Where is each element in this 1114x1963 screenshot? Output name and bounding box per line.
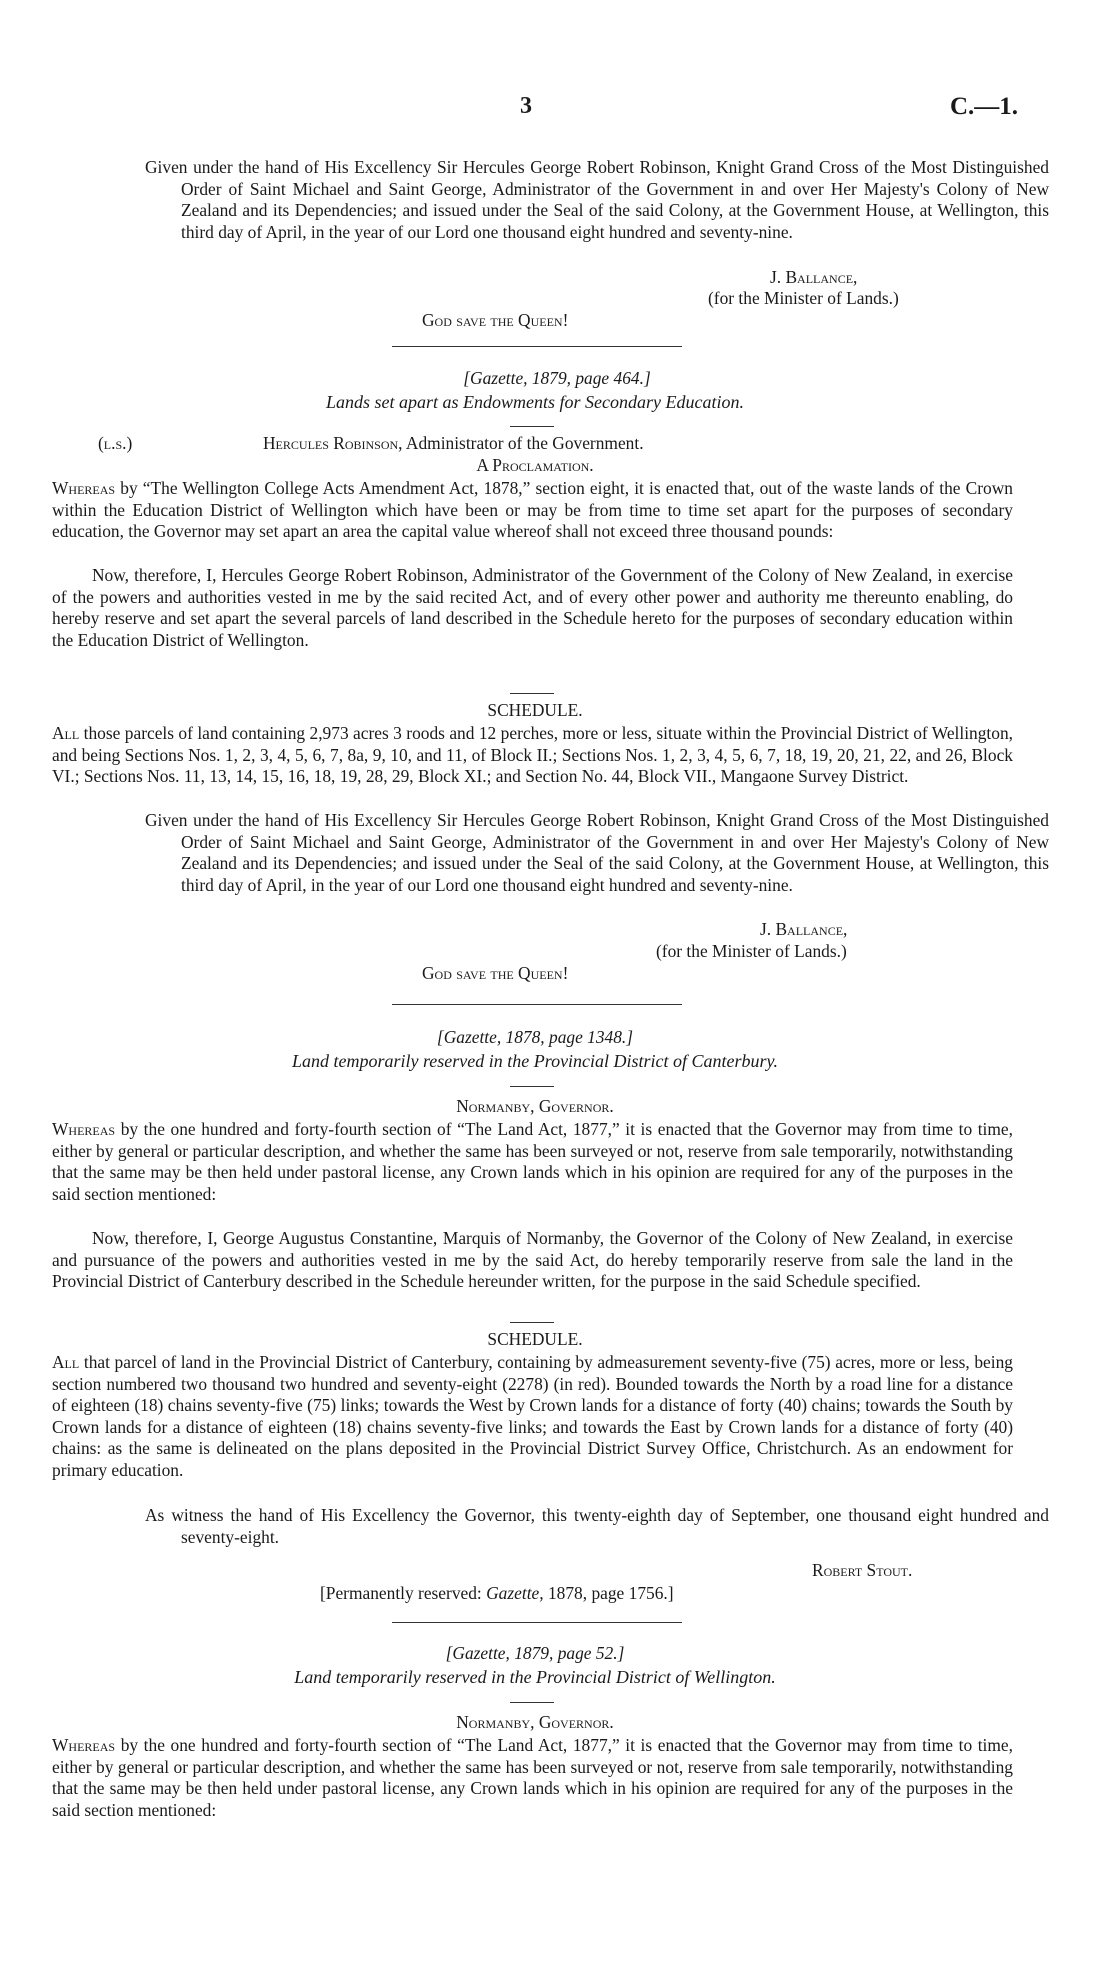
title-4: Land temporarily reserved in the Provincial District of Wellington. — [294, 1667, 776, 1687]
divider-3 — [392, 1622, 682, 1623]
schedule-body-2: those parcels of land containing 2,973 acres 3 roods and 12 perches, more or less, situate within the Provincial District of Wellington, and being Sections Nos. 1, 2, 3, 4, 5, 6, 7, 8a, 9, 10, and 11, of Block II.; Sections Nos. 1, 2, 3, 4, 5, 6, 7, 18, 19, 20, 21, 22, and 26, Block VI.; Sections Nos. 11, 13, 14, 15, 16, 18, 19, 28, 29, Block XI.; and Section No. 44, Block VII., Mangaone Survey District. — [52, 723, 1013, 787]
permanent-reserve-note — [320, 1583, 674, 1605]
signer-role-1: (for the Minister of Lands.) — [708, 288, 899, 308]
schedule-heading-2: SCHEDULE. — [487, 700, 583, 720]
now-therefore-3: Now, therefore, I, George Augustus Constantine, Marquis of Normanby, the Governor of the Colony of New Zealand, in exercise and pursuance of the powers and authorities vested in me by the said Act, do hereby temporarily reserve from sale the land in the Provincial District of Canterbury described in the Schedule hereunder written, for the purpose in the said Schedule specified. — [52, 1228, 1013, 1292]
whereas-body-4: by the one hundred and forty-fourth section of “The Land Act, 1877,” it is enacted that the Governor may from time to time, either by general or particular description, and whether the same has been surveyed or not, reserve from sale temporarily, notwithstanding that the same may be then held under pastoral license, any Crown lands which in his opinion are required for any of the purposes in the said section mentioned: — [52, 1735, 1013, 1820]
schedule-lead-3: All — [52, 1352, 80, 1372]
schedule-3 — [52, 1352, 1013, 1482]
schedule-heading-3: SCHEDULE. — [487, 1329, 583, 1349]
issuer-2 — [263, 433, 644, 455]
divider-2 — [392, 1004, 682, 1005]
whereas-body-2: by “The Wellington College Acts Amendment Act, 1878,” section eight, it is enacted that, out of the waste lands of the Crown within the Education District of Wellington which have been or may be from time to time set apart for the purposes of secondary education, the Governor may set apart an area the capital value whereof shall not exceed three thousand pounds: — [52, 478, 1013, 542]
closing-2: God save the Queen! — [422, 963, 569, 983]
schedule-2 — [52, 723, 1013, 788]
witness-3: As witness the hand of His Excellency the Governor, this twenty-eighth day of September, one thousand eight hundred and seventy-eight. — [145, 1505, 1049, 1547]
whereas-lead-3: Whereas — [52, 1119, 116, 1139]
schedule-lead-2: All — [52, 723, 80, 743]
divider-1 — [392, 346, 682, 347]
gazette-ref-4: [Gazette, 1879, page 52.] — [445, 1643, 625, 1663]
signer-3: Robert Stout. — [812, 1560, 913, 1580]
signer-role-2: (for the Minister of Lands.) — [656, 941, 847, 961]
document-reference: C.—1. — [950, 93, 1019, 120]
whereas-3 — [52, 1119, 1013, 1205]
issuer-4: Normanby, Governor. — [456, 1712, 614, 1732]
short-divider-2 — [510, 426, 554, 427]
given-under-hand-2: Given under the hand of His Excellency Sir Hercules George Robert Robinson, Knight Grand Cross of the Most Distinguished Order of Saint Michael and Saint George, Administrator of the Government in and over Her Majesty's Colony of New Zealand and its Dependencies; and issued under the Seal of the said Colony, at the Government House, at Wellington, this third day of April, in the year of our Lord one thousand eight hundred and seventy-nine. — [145, 810, 1049, 895]
whereas-lead-2: Whereas — [52, 478, 116, 498]
short-divider-2b — [510, 693, 554, 694]
short-divider-3 — [510, 1086, 554, 1087]
signer-1: J. Ballance, — [770, 267, 858, 287]
whereas-2 — [52, 478, 1013, 543]
proclamation-heading: A Proclamation. — [476, 455, 594, 475]
page-number: 3 — [520, 93, 532, 119]
gazette-ref-2: [Gazette, 1879, page 464.] — [463, 368, 651, 388]
short-divider-4 — [510, 1702, 554, 1703]
whereas-lead-4: Whereas — [52, 1735, 116, 1755]
issuer-title-2: Administrator of the Government. — [405, 433, 644, 453]
issuer-3: Normanby, Governor. — [456, 1096, 614, 1116]
whereas-body-3: by the one hundred and forty-fourth section of “The Land Act, 1877,” it is enacted that the Governor may from time to time, either by general or particular description, and whether the same has been surveyed or not, reserve from sale temporarily, notwithstanding that the same may be then held under pastoral license, any Crown lands which in his opinion are required for any of the purposes in the said section mentioned: — [52, 1119, 1013, 1204]
permanent-gazette: Gazette, — [486, 1583, 544, 1603]
permanent-suffix: 1878, page 1756.] — [547, 1583, 674, 1603]
gazette-ref-3: [Gazette, 1878, page 1348.] — [436, 1027, 634, 1047]
schedule-body-3: that parcel of land in the Provincial District of Canterbury, containing by admeasurement seventy-five (75) acres, more or less, being section numbered two thousand two hundred and seventy-eight (2278) (in red). Bounded towards the North by a road line for a distance of eighteen (18) chains seventy-five (75) links; towards the West by Crown lands for a distance of forty (40) chains; towards the South by Crown lands for a distance of eighteen (18) chains seventy-five links; and towards the East by Crown lands for a distance of forty (40) chains: as the same is delineated on the plans deposited in the Provincial District Survey Office, Christchurch. As an endowment for primary education. — [52, 1352, 1014, 1480]
seal-mark: (l.s.) — [98, 433, 133, 453]
whereas-4 — [52, 1735, 1013, 1821]
title-2: Lands set apart as Endowments for Secondary Education. — [326, 392, 744, 412]
permanent-prefix: [Permanently reserved: — [320, 1583, 482, 1603]
given-under-hand-1: Given under the hand of His Excellency Sir Hercules George Robert Robinson, Knight Grand Cross of the Most Distinguished Order of Saint Michael and Saint George, Administrator of the Government in and over Her Majesty's Colony of New Zealand and its Dependencies; and issued under the Seal of the said Colony, at the Government House, at Wellington, this third day of April, in the year of our Lord one thousand eight hundred and seventy-nine. — [145, 157, 1049, 242]
signer-2: J. Ballance, — [760, 919, 848, 939]
short-divider-3b — [510, 1322, 554, 1323]
closing-1: God save the Queen! — [422, 310, 569, 330]
title-3: Land temporarily reserved in the Provincial District of Canterbury. — [291, 1051, 779, 1071]
now-therefore-2: Now, therefore, I, Hercules George Robert Robinson, Administrator of the Government of the Colony of New Zealand, in exercise of the powers and authorities vested in me by the said recited Act, and of every other power and authority me thereunto enabling, do hereby reserve and set apart the several parcels of land described in the Schedule hereto for the purposes of secondary education within the Education District of Wellington. — [52, 565, 1013, 650]
issuer-name-2: Hercules Robinson, — [263, 433, 403, 453]
